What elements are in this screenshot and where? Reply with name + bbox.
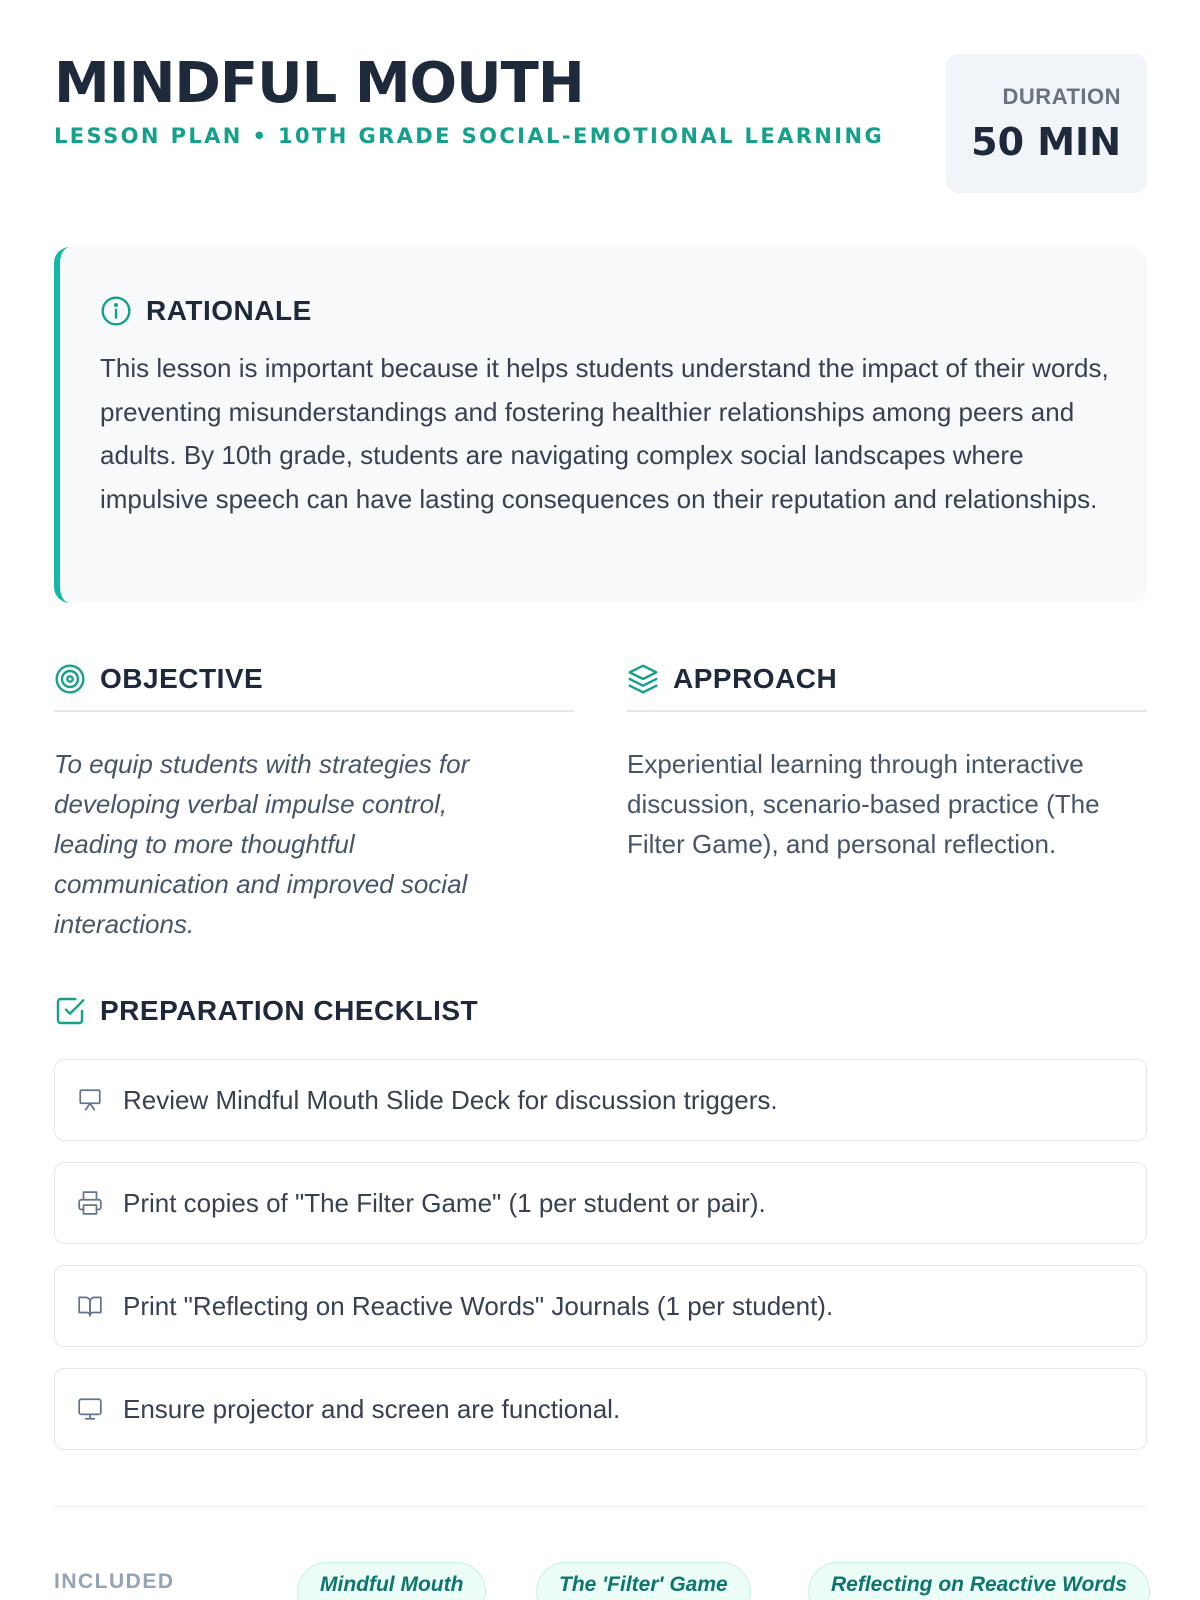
info-icon <box>100 295 132 327</box>
rationale-text: This lesson is important because it helps students understand the impact of their words, preventing misunderstandings and fostering healthier relationships among peers and adults. By 10th grade, students are navigating complex social landscapes where impulsive speech can have lasting consequences on their reputation and relationships. <box>100 353 1109 514</box>
checkbox-icon <box>54 995 86 1027</box>
rationale-title: RATIONALE <box>146 295 312 326</box>
duration-value: 50 MIN <box>971 120 1121 164</box>
page-title: MINDFUL MOUTH <box>54 51 584 116</box>
duration-label: DURATION <box>1002 84 1121 109</box>
printer-icon <box>77 1190 103 1216</box>
divider <box>54 1506 1147 1507</box>
objective-section <box>54 659 574 939</box>
included-item-label: The 'Filter' Game <box>559 1573 728 1596</box>
checklist-item-text: Print copies of "The Filter Game" (1 per student or pair). <box>123 1187 766 1218</box>
objective-heading <box>54 659 574 699</box>
checklist-item-text: Print "Reflecting on Reactive Words" Journals (1 per student). <box>123 1290 834 1321</box>
page-subtitle: LESSON PLAN • 10TH GRADE SOCIAL-EMOTIONAL LEARNING <box>54 124 885 148</box>
included-item-label: Mindful Mouth <box>320 1573 464 1596</box>
monitor-icon <box>77 1396 103 1422</box>
duration-card <box>946 54 1147 193</box>
approach-heading <box>627 659 1147 699</box>
checklist-item-text: Ensure projector and screen are functional. <box>123 1393 621 1424</box>
included-item-label: Reflecting on Reactive Words <box>831 1573 1128 1596</box>
included-item <box>297 1562 486 1600</box>
preparation-title: PREPARATION CHECKLIST <box>100 995 479 1026</box>
rationale-panel <box>54 247 1147 603</box>
checklist-item <box>54 1059 1147 1141</box>
included-item <box>536 1562 751 1600</box>
layers-icon <box>627 663 659 695</box>
approach-section <box>627 659 1147 859</box>
header <box>54 52 1147 192</box>
included-label: INCLUDED <box>54 1570 175 1593</box>
preparation-heading <box>54 995 478 1027</box>
objective-divider <box>54 710 574 712</box>
checklist-item-text: Review Mindful Mouth Slide Deck for discussion triggers. <box>123 1084 778 1115</box>
checklist-item <box>54 1368 1147 1450</box>
book-icon <box>77 1293 103 1319</box>
objective-title: OBJECTIVE <box>100 663 264 694</box>
checklist-item <box>54 1162 1147 1244</box>
approach-divider <box>627 710 1147 712</box>
target-icon <box>54 663 86 695</box>
included-item <box>808 1562 1150 1600</box>
presentation-icon <box>77 1087 103 1113</box>
rationale-heading <box>100 295 312 327</box>
approach-text: Experiential learning through interactive discussion, scenario-based practice (The Filter Game), and personal reflection. <box>627 749 1100 859</box>
approach-title: APPROACH <box>673 663 838 694</box>
objective-text: To equip students with strategies for developing verbal impulse control, leading to more thoughtful communication and improved social interactions. <box>54 749 470 939</box>
checklist-item <box>54 1265 1147 1347</box>
